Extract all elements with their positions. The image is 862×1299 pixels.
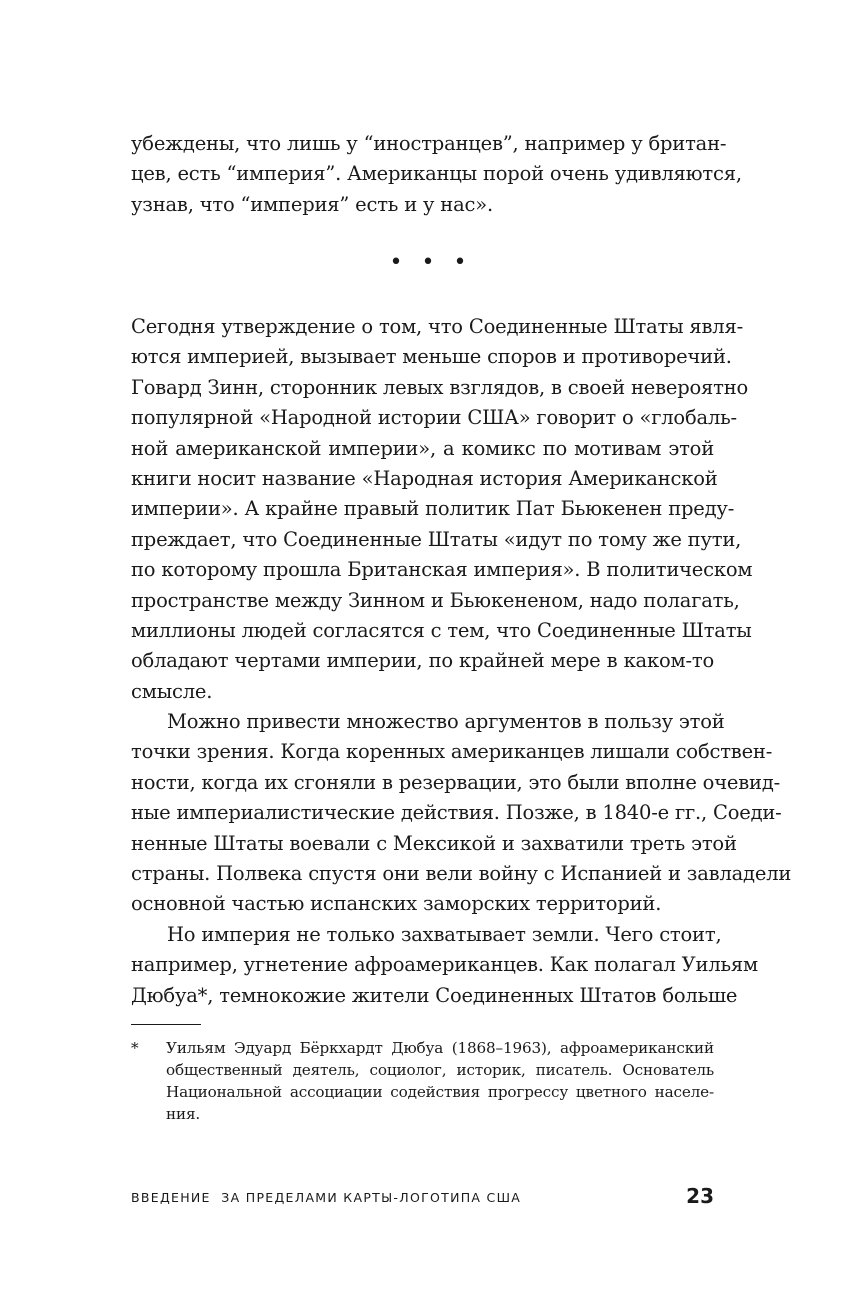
text-line: обладают чертами империи, по крайней мере в каком-то <box>131 649 714 673</box>
main-paragraphs <box>131 312 792 1011</box>
footnote-line: Уильям Эдуард Бёркхардт Дюбуа (1868–1963), афроамериканский <box>166 1039 714 1057</box>
text-line: точки зрения. Когда коренных американцев лишали собствен- <box>131 740 773 764</box>
text-line: страны. Полвека спустя они вели войну с Испанией и завладели <box>131 862 792 886</box>
text-line: ненные Штаты воевали с Мексикой и захватили треть этой <box>131 831 737 855</box>
text-line: популярной «Народной истории США» говорит о «глобаль- <box>131 406 737 430</box>
footnote-line: Национальной ассоциации содействия прогрессу цветного населе- <box>166 1083 714 1101</box>
text-line: Дюбуа*, темнокожие жители Соединенных Штатов больше <box>131 983 738 1007</box>
running-footer: ВВЕДЕНИЕ ЗА ПРЕДЕЛАМИ КАРТЫ-ЛОГОТИПА США <box>131 1190 522 1205</box>
text-line: пространстве между Зинном и Бьюкененом, надо полагать, <box>131 588 740 612</box>
footnote-text <box>166 1037 714 1125</box>
text-line: книги носит название «Народная история Американской <box>131 466 718 490</box>
text-line: цев, есть “империя”. Американцы порой очень удивляются, <box>131 162 742 186</box>
footnote-line: ния. <box>166 1105 201 1123</box>
text-line: смысле. <box>131 679 213 703</box>
text-line: Говард Зинн, сторонник левых взглядов, в своей невероятно <box>131 375 749 399</box>
text-line: ные империалистические действия. Позже, в 1840-е гг., Соеди- <box>131 801 782 825</box>
text-line: основной частью испанских заморских территорий. <box>131 892 662 916</box>
text-line: убеждены, что лишь у “иностранцев”, например у британ- <box>131 132 727 155</box>
text-line: ются империей, вызывает меньше споров и противоречий. <box>131 345 732 369</box>
footnote-line: общественный деятель, социолог, историк, писатель. Основатель <box>166 1061 714 1079</box>
text-line: по которому прошла Британская империя». В политическом <box>131 558 753 582</box>
text-line: узнав, что “империя” есть и у нас». <box>131 192 493 216</box>
text-line: Сегодня утверждение о том, что Соединенные Штаты явля- <box>131 315 743 338</box>
page-number: 23 <box>686 1184 714 1208</box>
text-line: например, угнетение афроамериканцев. Как полагал Уильям <box>131 953 759 977</box>
text-line: Но империя не только захватывает земли. Чего стоит, <box>167 922 722 946</box>
text-line: Можно привести множество аргументов в пользу этой <box>167 710 725 734</box>
text-line: преждает, что Соединенные Штаты «идут по тому же пути, <box>131 527 742 551</box>
section-separator: • • • <box>389 250 473 275</box>
text-line: ной американской империи», а комикс по мотивам этой <box>131 436 714 460</box>
text-line: миллионы людей согласятся с тем, что Соединенные Штаты <box>131 618 752 642</box>
text-line: империи». А крайне правый политик Пат Бьюкенен преду- <box>131 497 735 521</box>
paragraph-continued <box>131 129 742 220</box>
text-line: ности, когда их сгоняли в резервации, это были вполне очевид- <box>131 770 781 794</box>
footnote-marker: * <box>131 1039 139 1057</box>
footnote-divider <box>131 1024 201 1025</box>
